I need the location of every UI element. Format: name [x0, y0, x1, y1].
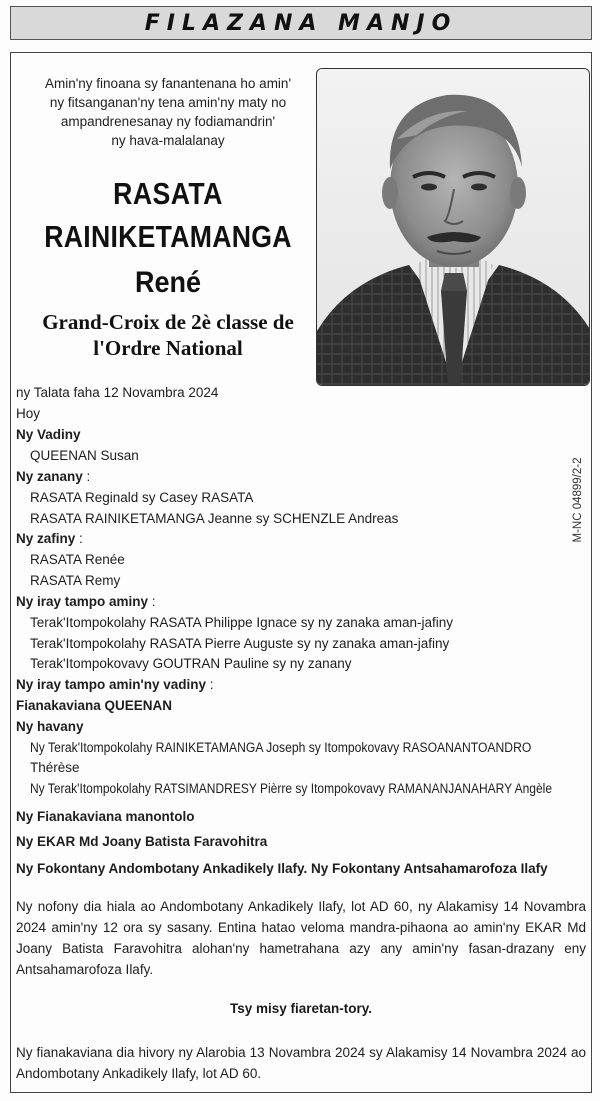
child-entry: RASATA RAINIKETAMANGA Jeanne sy SCHENZLE Andreas: [30, 511, 399, 526]
header-banner: [10, 6, 592, 40]
death-date: ny Talata faha 12 Novambra 2024: [16, 385, 219, 400]
siblings-heading-row: [16, 593, 156, 611]
grandchild-entry: RASATA Remy: [30, 573, 121, 588]
grandchild-entry: RASATA Renée: [30, 552, 125, 567]
no-flowers-note: Tsy misy fiaretan-tory.: [229, 1001, 373, 1016]
intro-text: [22, 74, 314, 150]
honor-title-line-1: Grand-Croix de 2è classe de: [42, 310, 294, 334]
deceased-first-name: René: [134, 266, 202, 299]
heading-colon: :: [206, 677, 214, 692]
fokontany-line: Ny Fokontany Andombotany Ankadikely Ilafy. Ny Fokontany Antsahamarofoza Ilafy: [16, 861, 548, 876]
widow-name: QUEENAN Susan: [30, 448, 139, 463]
header-title: FILAZANA MANJO: [144, 10, 458, 36]
hoy-label: Hoy: [16, 406, 41, 421]
sibling-entry: Terak'Itompokovavy GOUTRAN Pauline sy ny zanany: [30, 656, 352, 671]
child-entry: RASATA Reginald sy Casey RASATA: [30, 490, 254, 505]
heading-colon: :: [82, 469, 91, 484]
spouse-siblings-entry: Fianakaviana QUEENAN: [16, 698, 173, 713]
relative-entry-continued: Thérèse: [30, 760, 80, 775]
intro-line: ny hava-malalanay: [111, 133, 225, 148]
intro-line: ny fitsanganan'ny tena amin'ny maty no: [49, 95, 287, 110]
deceased-family-name: RAINIKETAMANGA: [44, 219, 292, 254]
deceased-surname: RASATA: [113, 176, 223, 211]
grandchildren-heading-row: [16, 530, 83, 548]
relative-text: Ny Terak'Itompokolahy RAINIKETAMANGA Joseph sy Itompokovavy RASOANANTOANDRO: [30, 740, 532, 755]
reference-code: M-NC 04899/2-2: [572, 457, 584, 543]
children-heading-row: [16, 468, 90, 486]
portrait-image: [317, 69, 590, 386]
sibling-entry: Terak'Itompokolahy RASATA Philippe Ignace sy ny zanaka aman-jafiny: [30, 615, 454, 630]
intro-line: Amin'ny finoana sy fanantenana ho amin': [44, 76, 292, 91]
relative-entry: [30, 780, 600, 798]
spouse-siblings-heading-row: [16, 676, 214, 694]
honor-title-line-2: l'Ordre National: [93, 336, 243, 360]
funeral-paragraph: Ny nofony dia hiala ao Andombotany Ankadikely Ilafy, lot AD 60, ny Alakamisy 14 Novambra 2024 amin'ny 12 ora sy sasany. Entina hatao veloma mandra-pihaona ao amin'ny EKAR Md Joany Batista Faravohitra alohan'ny hametrahana azy any amin'ny fasan-drazany eny Antsahamarofoza Ilafy.: [16, 899, 586, 977]
relative-text: Ny Terak'Itompokolahy RATSIMANDRESY Pièrre sy Itompokovavy RAMANANJANAHARY Angèle: [30, 781, 553, 796]
grandchildren-heading: Ny zafiny: [16, 531, 76, 546]
spouse-siblings-heading: Ny iray tampo amin'ny vadiny: [16, 677, 207, 692]
heading-colon: :: [75, 531, 83, 546]
relative-entry: [30, 739, 587, 757]
relatives-heading: Ny havany: [16, 719, 84, 734]
wake-paragraph: Ny fianakaviana dia hivory ny Alarobia 13 Novambra 2024 sy Alakamisy 14 Novambra 2024 ao Andombotany Ankadikely Ilafy, lot AD 60.: [16, 1045, 586, 1081]
siblings-heading: Ny iray tampo aminy: [16, 594, 149, 609]
intro-line: ampandrenesanay ny fodiamandrin': [60, 114, 276, 129]
widow-heading: Ny Vadiny: [16, 427, 81, 442]
extended-family-line: Ny Fianakaviana manontolo: [16, 809, 195, 824]
church-line: Ny EKAR Md Joany Batista Faravohitra: [16, 834, 268, 849]
heading-colon: :: [148, 594, 156, 609]
children-heading: Ny zanany: [16, 469, 83, 484]
deceased-portrait: [316, 68, 590, 386]
sibling-entry: Terak'Itompokolahy RASATA Pierre Auguste sy ny zanaka aman-jafiny: [30, 636, 450, 651]
